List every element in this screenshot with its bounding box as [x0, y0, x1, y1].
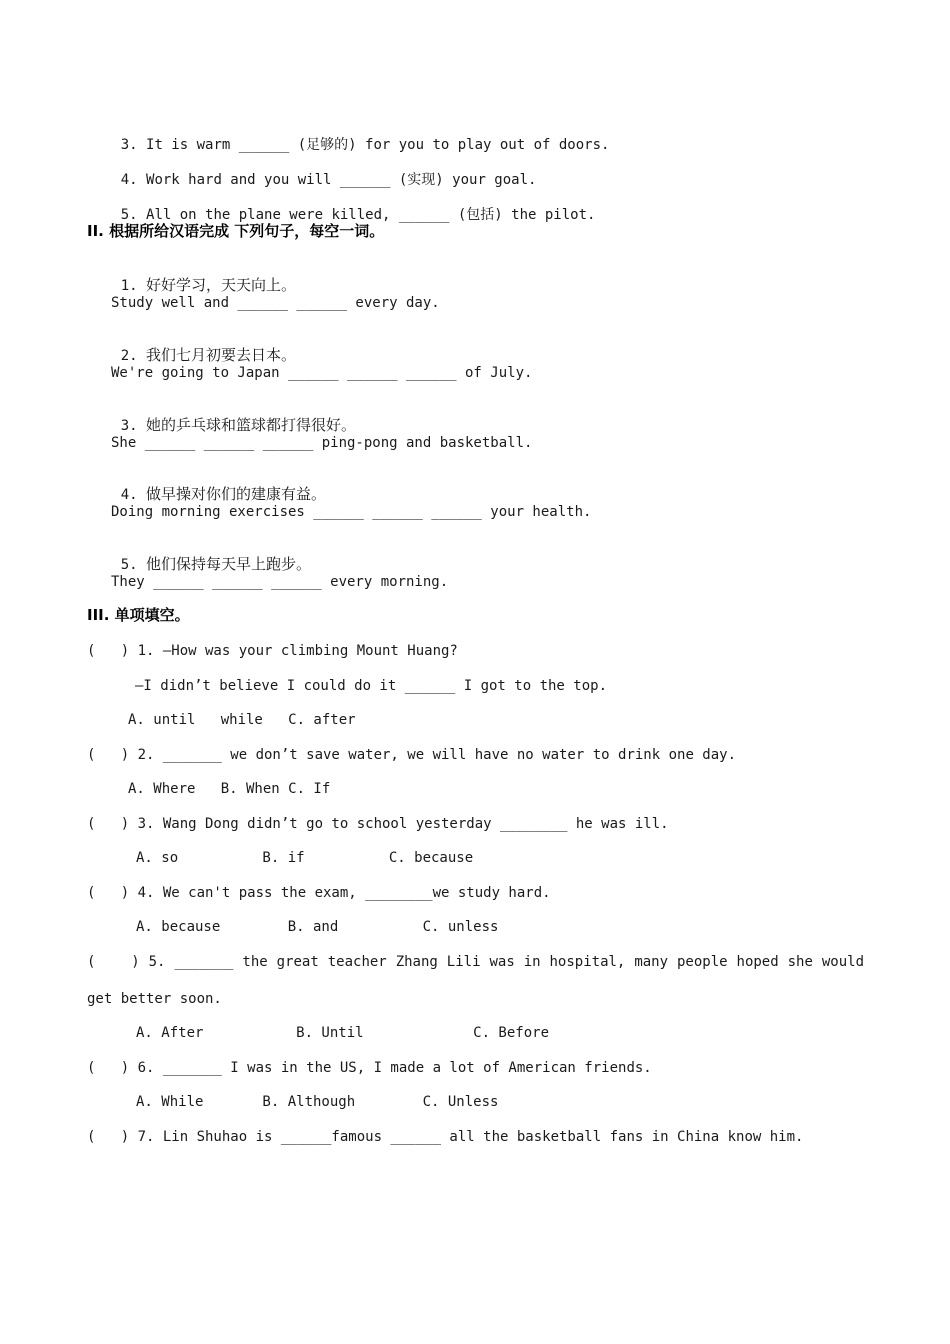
chinese-prompt: 她的乒乓球和篮球都打得很好。 — [146, 416, 357, 434]
question-1-reply: —I didn’t believe I could do it ______ I got to the top. — [135, 678, 608, 694]
section-2-item-2-english: We're going to Japan ______ ______ ______ of July. — [111, 365, 533, 381]
question-5-options: A. After B. Until C. Before — [136, 1025, 550, 1041]
item-text: All on the plane were killed, ______ (包括) the pilot. — [146, 207, 596, 223]
section-2-item-3-english: She ______ ______ ______ ping-pong and basketball. — [111, 435, 533, 451]
question-4-stem: ( ) 4. We can't pass the exam, ________we study hard. — [87, 885, 551, 901]
section-3-heading: III. 单项填空。 — [87, 606, 190, 624]
question-3-stem: ( ) 3. Wang Dong didn’t go to school yesterday ________ he was ill. — [87, 816, 669, 832]
question-5-stem: ( ) 5. _______ the great teacher Zhang Lili was in hospital, many people hoped she would — [87, 954, 864, 970]
question-6-options: A. While B. Although C. Unless — [136, 1094, 499, 1110]
section-2-item-1-english: Study well and ______ ______ every day. — [111, 295, 440, 311]
item-text: Work hard and you will ______ (实现) your goal. — [146, 172, 537, 188]
item-number: 1. — [120, 278, 138, 294]
question-4-options: A. because B. and C. unless — [136, 919, 499, 935]
question-7-stem: ( ) 7. Lin Shuhao is ______famous ______ all the basketball fans in China know him. — [87, 1129, 804, 1145]
item-number: 2. — [120, 348, 138, 364]
question-1-options: A. until while C. after — [128, 712, 356, 728]
item-number: 4. — [120, 487, 138, 503]
chinese-prompt: 好好学习，天天向上。 — [146, 276, 297, 294]
chinese-prompt: 我们七月初要去日本。 — [146, 346, 297, 364]
item-number: 5. — [120, 557, 138, 573]
section-2-item-5-english: They ______ ______ ______ every morning. — [111, 574, 449, 590]
section-2-heading: II. 根据所给汉语完成 下列句子，每空一词。 — [87, 222, 385, 240]
item-number: 5. — [120, 207, 138, 223]
question-2-stem: ( ) 2. _______ we don’t save water, we will have no water to drink one day. — [87, 747, 737, 763]
question-5-continuation: get better soon. — [87, 991, 222, 1007]
chinese-prompt: 他们保持每天早上跑步。 — [146, 555, 312, 573]
section-2-item-4-english: Doing morning exercises ______ ______ ______ your health. — [111, 504, 592, 520]
item-number: 3. — [120, 137, 138, 153]
item-number: 4. — [120, 172, 138, 188]
question-6-stem: ( ) 6. _______ I was in the US, I made a lot of American friends. — [87, 1060, 652, 1076]
item-number: 3. — [120, 418, 138, 434]
item-text: It is warm ______ (足够的) for you to play out of doors. — [146, 137, 610, 153]
question-1-stem: ( ) 1. —How was your climbing Mount Huang? — [87, 643, 458, 659]
chinese-prompt: 做早操对你们的建康有益。 — [146, 485, 327, 503]
question-2-options: A. Where B. When C. If — [128, 781, 331, 797]
question-3-options: A. so B. if C. because — [136, 850, 474, 866]
